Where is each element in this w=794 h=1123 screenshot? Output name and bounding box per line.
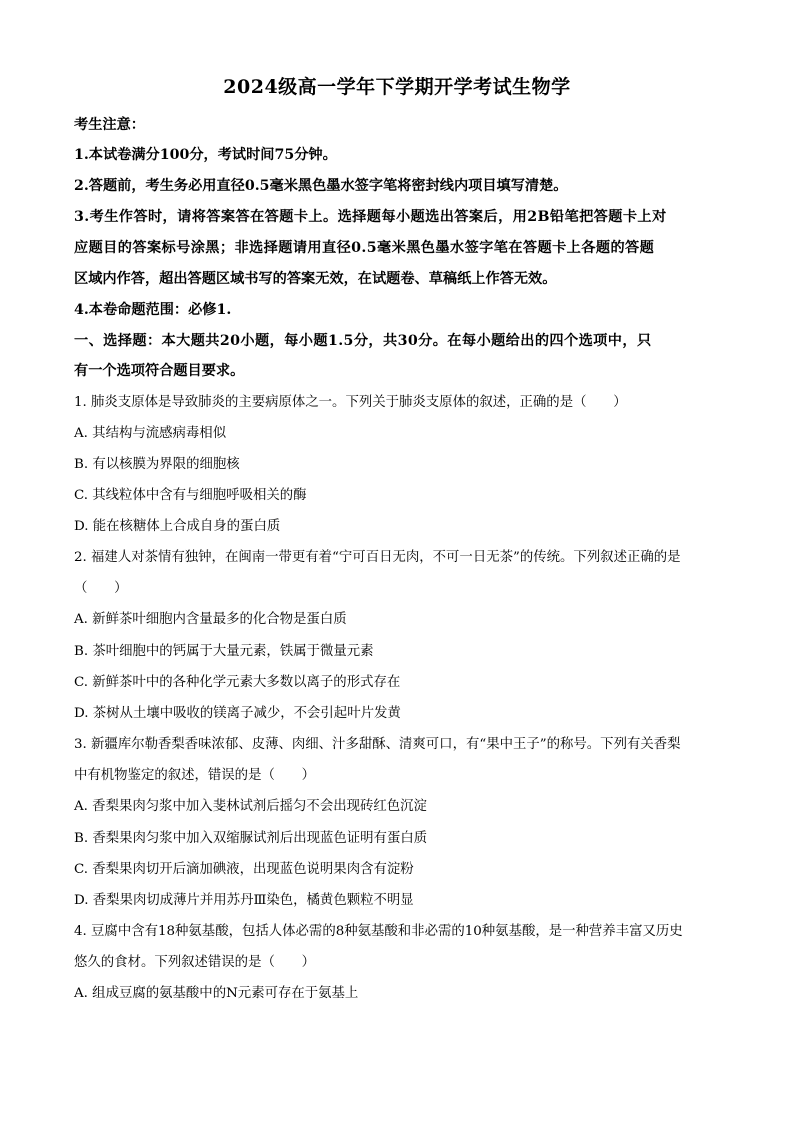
- question-4-stem-cont: 悠久的食材。下列叙述错误的是（ ）: [74, 955, 316, 970]
- notice-item-3: 3.考生作答时，请将答案答在答题卡上。选择题每小题选出答案后，用2B铅笔把答题卡上对: [74, 209, 667, 225]
- notice-item-3-cont-2: 区域内作答，超出答题区域书写的答案无效，在试题卷、草稿纸上作答无效。: [74, 271, 557, 287]
- question-4-stem: 4. 豆腐中含有18种氨基酸，包括人体必需的8种氨基酸和非必需的10种氨基酸，是一种营养丰富又历史: [74, 924, 683, 939]
- question-2-option-a: A. 新鲜茶叶细胞内含量最多的化合物是蛋白质: [74, 612, 347, 627]
- question-2-option-c: C. 新鲜茶叶中的各种化学元素大多数以离子的形式存在: [74, 675, 401, 690]
- question-3-stem-cont: 中有机物鉴定的叙述，错误的是（ ）: [74, 768, 316, 783]
- exam-title: 2024级高一学年下学期开学考试生物学: [223, 76, 571, 98]
- question-3-option-d: D. 香梨果肉切成薄片并用苏丹Ⅲ染色，橘黄色颗粒不明显: [74, 893, 414, 908]
- question-1-option-c: C. 其线粒体中含有与细胞呼吸相关的酶: [74, 488, 307, 503]
- notice-item-4: 4.本卷命题范围：必修1.: [74, 302, 232, 318]
- notice-item-1: 1.本试卷满分100分，考试时间75分钟。: [74, 147, 337, 163]
- question-2-stem: 2. 福建人对茶情有独钟，在闽南一带更有着“宁可百日无肉，不可一日无茶”的传统。下列叙述正确的是: [74, 550, 681, 565]
- question-2-option-b: B. 茶叶细胞中的钙属于大量元素，铁属于微量元素: [74, 644, 374, 659]
- section-heading-cont: 有一个选项符合题目要求。: [74, 363, 245, 379]
- question-3-stem: 3. 新疆库尔勒香梨香味浓郁、皮薄、肉细、汁多甜酥、清爽可口，有“果中王子”的称号。下列有关香梨: [74, 737, 681, 752]
- section-heading: 一、选择题：本大题共20小题，每小题1.5分，共30分。在每小题给出的四个选项中，只: [74, 333, 652, 349]
- question-3-option-b: B. 香梨果肉匀浆中加入双缩脲试剂后出现蓝色证明有蛋白质: [74, 831, 428, 846]
- question-1-stem: 1. 肺炎支原体是导致肺炎的主要病原体之一。下列关于肺炎支原体的叙述，正确的是（ ）: [74, 395, 627, 410]
- question-2-option-d: D. 茶树从土壤中吸收的镁离子减少，不会引起叶片发黄: [74, 706, 401, 721]
- notice-item-2: 2.答题前，考生务必用直径0.5毫米黑色墨水签字笔将密封线内项目填写清楚。: [74, 178, 568, 194]
- notice-heading: 考生注意：: [74, 117, 145, 133]
- question-1-option-a: A. 其结构与流感病毒相似: [74, 426, 227, 441]
- question-1-option-d: D. 能在核糖体上合成自身的蛋白质: [74, 519, 281, 534]
- question-3-option-c: C. 香梨果肉切开后滴加碘液，出现蓝色说明果肉含有淀粉: [74, 862, 414, 877]
- notice-item-3-cont: 应题目的答案标号涂黑；非选择题请用直径0.5毫米黑色墨水签字笔在答题卡上各题的答题: [74, 240, 655, 256]
- question-4-option-a: A. 组成豆腐的氨基酸中的N元素可存在于氨基上: [74, 986, 359, 1001]
- question-3-option-a: A. 香梨果肉匀浆中加入斐林试剂后摇匀不会出现砖红色沉淀: [74, 799, 427, 814]
- question-1-option-b: B. 有以核膜为界限的细胞核: [74, 457, 240, 472]
- question-2-stem-cont: （ ）: [74, 581, 128, 596]
